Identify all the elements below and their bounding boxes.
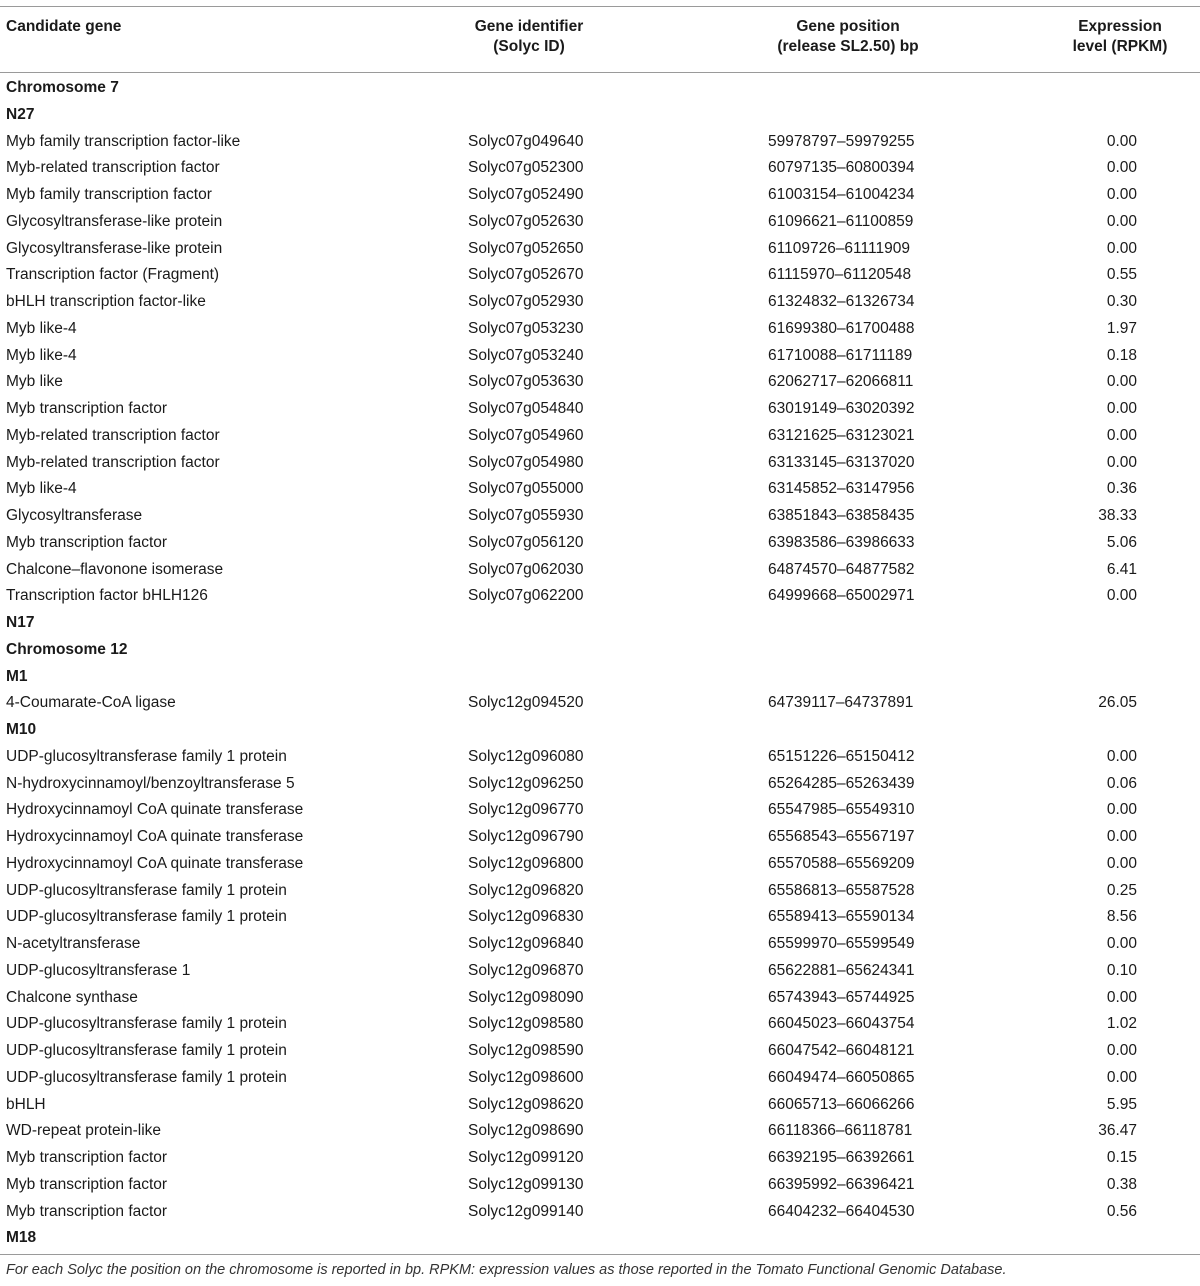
- section-row: [0, 75, 1200, 102]
- gene-identifier-cell: Solyc12g099120: [468, 1149, 584, 1166]
- gene-position-cell: 66065713–66066266: [768, 1095, 915, 1113]
- expression-level-cell: 0.00: [1106, 132, 1137, 150]
- table-footnote: For each Solyc the position on the chromosome is reported in bp. RPKM: expression values as those reported in the Tomato Functional Genomic Database.: [6, 1262, 1007, 1278]
- expression-level-cell: 0.00: [1106, 373, 1137, 391]
- gene-position-cell: 61096621–61100859: [768, 212, 914, 230]
- expression-level-cell: 0.00: [1106, 988, 1137, 1006]
- gene-position-cell: 60797135–60800394: [768, 159, 915, 177]
- expression-level-cell: 0.00: [1106, 426, 1137, 444]
- section-label: M10: [6, 721, 37, 738]
- expression-level-cell: 0.00: [1106, 186, 1137, 203]
- expression-level-cell: 0.00: [1106, 854, 1137, 872]
- gene-position-cell: 65570588–65569209: [768, 854, 915, 872]
- gene-position-cell: 66049474–66050865: [768, 1068, 915, 1086]
- header-expression-line2: level (RPKM): [1072, 38, 1168, 55]
- gene-identifier-cell: Solyc12g098620: [468, 1095, 584, 1113]
- gene-position-cell: 66395992–66396421: [768, 1175, 915, 1193]
- expression-level-cell: 6.41: [1106, 560, 1137, 578]
- gene-identifier-cell: Solyc07g053230: [468, 319, 584, 337]
- section-row: [0, 610, 1200, 637]
- table-row: [0, 503, 1200, 530]
- gene-position-cell: 61710088–61711189: [768, 346, 913, 364]
- expression-level-cell: 0.00: [1106, 801, 1137, 819]
- expression-level-cell: 0.00: [1106, 239, 1137, 257]
- expression-level-cell: 0.00: [1106, 587, 1137, 605]
- candidate-gene-cell: Myb-related transcription factor: [6, 159, 220, 177]
- gene-position-cell: 63983586–63986633: [768, 533, 915, 551]
- candidate-gene-cell: Myb like-4: [6, 319, 77, 337]
- candidate-gene-cell: N-acetyltransferase: [6, 935, 141, 952]
- section-label: M1: [6, 667, 28, 685]
- table-bottom-rule: [0, 1254, 1200, 1255]
- table-row: [0, 824, 1200, 851]
- expression-level-cell: 0.00: [1106, 159, 1137, 177]
- table-row: [0, 1118, 1200, 1145]
- header-gene-position-line1: Gene position: [796, 18, 900, 35]
- table-row: [0, 316, 1200, 343]
- candidate-gene-cell: Hydroxycinnamoyl CoA quinate transferase: [6, 801, 304, 819]
- table-row: [0, 797, 1200, 824]
- candidate-gene-cell: UDP-glucosyltransferase family 1 protein: [6, 881, 287, 899]
- gene-position-cell: 66392195–66392661: [768, 1149, 915, 1166]
- expression-level-cell: 0.06: [1106, 774, 1137, 792]
- table-row: [0, 262, 1200, 289]
- gene-position-cell: 65599970–65599549: [768, 935, 915, 952]
- table-row: [0, 1038, 1200, 1065]
- candidate-gene-cell: Transcription factor bHLH126: [6, 587, 208, 605]
- gene-position-cell: 66045023–66043754: [768, 1015, 915, 1033]
- expression-level-cell: 0.36: [1106, 480, 1137, 498]
- gene-position-cell: 66404232–66404530: [768, 1202, 915, 1220]
- header-candidate-gene-text: Candidate gene: [6, 18, 122, 35]
- table-body: [0, 75, 1200, 1252]
- table-row: [0, 583, 1200, 610]
- candidate-gene-cell: Glycosyltransferase: [6, 507, 143, 524]
- table-row: [0, 904, 1200, 931]
- gene-position-cell: 63121625–63123021: [768, 426, 915, 444]
- section-row: [0, 1225, 1200, 1252]
- candidate-gene-cell: Chalcone synthase: [6, 988, 138, 1006]
- gene-identifier-cell: Solyc12g096800: [468, 854, 584, 872]
- section-label: Chromosome 12: [6, 640, 128, 658]
- gene-identifier-cell: Solyc07g054980: [468, 453, 584, 471]
- expression-level-cell: 5.06: [1106, 533, 1137, 551]
- header-bottom-rule: [0, 72, 1200, 73]
- section-label: N17: [6, 614, 35, 631]
- expression-level-cell: 0.30: [1106, 293, 1137, 310]
- section-label: M18: [6, 1229, 37, 1247]
- candidate-gene-cell: Myb transcription factor: [6, 400, 168, 417]
- gene-position-cell: 64999668–65002971: [768, 587, 915, 605]
- table-row: [0, 450, 1200, 477]
- table-row: [0, 209, 1200, 236]
- expression-level-cell: 0.18: [1106, 346, 1137, 364]
- gene-identifier-cell: Solyc12g096770: [468, 801, 584, 819]
- gene-identifier-cell: Solyc12g096250: [468, 774, 584, 792]
- candidate-gene-cell: bHLH transcription factor-like: [6, 293, 206, 310]
- expression-level-cell: 26.05: [1098, 694, 1137, 712]
- gene-identifier-cell: Solyc12g098690: [468, 1122, 584, 1140]
- expression-level-cell: 0.38: [1106, 1175, 1137, 1193]
- table-row: [0, 236, 1200, 263]
- candidate-gene-cell: bHLH: [6, 1095, 46, 1113]
- gene-identifier-cell: Solyc07g054960: [468, 426, 584, 444]
- gene-identifier-cell: Solyc07g056120: [468, 533, 584, 551]
- gene-position-cell: 59978797–59979255: [768, 132, 915, 150]
- expression-level-cell: 0.56: [1106, 1202, 1137, 1220]
- gene-position-cell: 63133145–63137020: [768, 453, 915, 471]
- header-gene-identifier-line1: Gene identifier: [474, 18, 584, 35]
- section-row: [0, 717, 1200, 744]
- gene-identifier-cell: Solyc07g052650: [468, 239, 584, 257]
- header-gene-identifier: [420, 17, 638, 57]
- table-row: [0, 1145, 1200, 1172]
- gene-identifier-cell: Solyc07g054840: [468, 400, 584, 417]
- section-row: [0, 102, 1200, 129]
- table-row: [0, 369, 1200, 396]
- gene-identifier-cell: Solyc07g055000: [468, 480, 584, 498]
- candidate-gene-cell: Myb like: [6, 373, 63, 391]
- section-row: [0, 637, 1200, 664]
- candidate-gene-cell: WD-repeat protein-like: [6, 1122, 162, 1140]
- table-row: [0, 289, 1200, 316]
- table-row: [0, 771, 1200, 798]
- table-row: [0, 423, 1200, 450]
- gene-identifier-cell: Solyc07g053240: [468, 346, 584, 364]
- expression-level-cell: 0.00: [1106, 747, 1137, 765]
- header-gene-position-line2: (release SL2.50) bp: [777, 38, 919, 55]
- expression-level-cell: 1.02: [1106, 1015, 1137, 1033]
- gene-identifier-cell: Solyc12g099130: [468, 1175, 584, 1193]
- expression-level-cell: 0.00: [1106, 935, 1137, 952]
- gene-position-cell: 62062717–62066811: [768, 373, 914, 391]
- expression-level-cell: 0.00: [1106, 212, 1137, 230]
- expression-level-cell: 0.00: [1106, 828, 1137, 845]
- table-row: [0, 155, 1200, 182]
- gene-identifier-cell: Solyc12g096870: [468, 961, 584, 979]
- table-row: [0, 851, 1200, 878]
- candidate-gene-cell: Glycosyltransferase-like protein: [6, 239, 223, 257]
- gene-identifier-cell: Solyc07g053630: [468, 373, 584, 391]
- candidate-gene-cell: Myb transcription factor: [6, 533, 168, 551]
- table-row: [0, 1172, 1200, 1199]
- expression-level-cell: 0.15: [1106, 1149, 1137, 1166]
- table-row: [0, 690, 1200, 717]
- gene-identifier-cell: Solyc07g052930: [468, 293, 584, 310]
- gene-position-cell: 65568543–65567197: [768, 828, 915, 845]
- candidate-gene-cell: UDP-glucosyltransferase family 1 protein: [6, 1068, 287, 1086]
- gene-identifier-cell: Solyc12g096820: [468, 881, 584, 899]
- gene-position-cell: 64739117–64737891: [768, 694, 914, 712]
- table-top-rule: [0, 6, 1200, 7]
- expression-level-cell: 38.33: [1098, 507, 1137, 524]
- candidate-gene-cell: Glycosyltransferase-like protein: [6, 212, 223, 230]
- candidate-gene-cell: Myb family transcription factor-like: [6, 132, 241, 150]
- gene-position-cell: 66047542–66048121: [768, 1042, 915, 1059]
- gene-identifier-cell: Solyc12g096840: [468, 935, 584, 952]
- table-row: [0, 985, 1200, 1012]
- section-row: [0, 664, 1200, 691]
- expression-level-cell: 8.56: [1106, 908, 1137, 926]
- table-row: [0, 343, 1200, 370]
- gene-position-cell: 61003154–61004234: [768, 186, 915, 203]
- expression-level-cell: 5.95: [1106, 1095, 1137, 1113]
- candidate-gene-cell: Myb transcription factor: [6, 1202, 168, 1220]
- gene-position-cell: 61109726–61111909: [768, 239, 910, 257]
- candidate-gene-cell: Myb transcription factor: [6, 1149, 168, 1166]
- header-gene-position: [736, 17, 960, 57]
- gene-position-cell: 65547985–65549310: [768, 801, 915, 819]
- gene-position-cell: 63145852–63147956: [768, 480, 915, 498]
- section-label: N27: [6, 105, 35, 123]
- gene-position-cell: 65743943–65744925: [768, 988, 915, 1006]
- candidate-gene-cell: Hydroxycinnamoyl CoA quinate transferase: [6, 854, 304, 872]
- gene-position-cell: 61324832–61326734: [768, 293, 915, 310]
- candidate-gene-cell: Myb transcription factor: [6, 1175, 168, 1193]
- gene-position-cell: 65589413–65590134: [768, 908, 915, 926]
- table-row: [0, 1092, 1200, 1119]
- expression-level-cell: 0.00: [1106, 1042, 1137, 1059]
- gene-position-cell: 61699380–61700488: [768, 319, 915, 337]
- gene-identifier-cell: Solyc12g096790: [468, 828, 584, 845]
- gene-position-cell: 63019149–63020392: [768, 400, 915, 417]
- table-row: [0, 396, 1200, 423]
- expression-level-cell: 0.00: [1106, 453, 1137, 471]
- table-row: [0, 1199, 1200, 1226]
- header-gene-identifier-line2: (Solyc ID): [493, 38, 565, 55]
- gene-position-cell: 61115970–61120548: [768, 266, 912, 284]
- gene-position-cell: 64874570–64877582: [768, 560, 915, 578]
- table-row: [0, 958, 1200, 985]
- candidate-gene-cell: Myb like-4: [6, 480, 77, 498]
- candidate-gene-cell: Myb like-4: [6, 346, 77, 364]
- header-expression-level: [1040, 17, 1200, 57]
- gene-position-cell: 65151226–65150412: [768, 747, 915, 765]
- table-row: [0, 557, 1200, 584]
- table-row: [0, 744, 1200, 771]
- gene-identifier-cell: Solyc12g098580: [468, 1015, 584, 1033]
- gene-identifier-cell: Solyc12g096080: [468, 747, 584, 765]
- gene-identifier-cell: Solyc12g094520: [468, 694, 584, 712]
- expression-level-cell: 0.55: [1106, 266, 1137, 284]
- gene-identifier-cell: Solyc07g052670: [468, 266, 584, 284]
- gene-identifier-cell: Solyc07g052300: [468, 159, 584, 177]
- candidate-gene-cell: Myb-related transcription factor: [6, 453, 220, 471]
- candidate-gene-cell: Myb-related transcription factor: [6, 426, 220, 444]
- candidate-gene-cell: Transcription factor (Fragment): [6, 266, 220, 284]
- table-row: [0, 1011, 1200, 1038]
- gene-position-cell: 65264285–65263439: [768, 774, 915, 792]
- expression-level-cell: 36.47: [1098, 1122, 1137, 1140]
- gene-identifier-cell: Solyc12g096830: [468, 908, 584, 926]
- table-row: [0, 476, 1200, 503]
- gene-identifier-cell: Solyc07g049640: [468, 132, 584, 150]
- gene-identifier-cell: Solyc07g062030: [468, 560, 584, 578]
- candidate-gene-cell: Myb family transcription factor: [6, 186, 212, 203]
- header-expression-line1: Expression: [1078, 18, 1162, 35]
- expression-level-cell: 0.00: [1106, 1068, 1137, 1086]
- candidate-gene-cell: UDP-glucosyltransferase family 1 protein: [6, 1042, 287, 1059]
- candidate-gene-cell: UDP-glucosyltransferase family 1 protein: [6, 747, 287, 765]
- expression-level-cell: 0.10: [1106, 961, 1137, 979]
- gene-identifier-cell: Solyc12g098600: [468, 1068, 584, 1086]
- gene-position-cell: 66118366–66118781: [768, 1122, 913, 1140]
- section-label: Chromosome 7: [6, 79, 119, 96]
- gene-identifier-cell: Solyc12g099140: [468, 1202, 584, 1220]
- gene-identifier-cell: Solyc07g062200: [468, 587, 584, 605]
- gene-identifier-cell: Solyc07g052490: [468, 186, 584, 203]
- expression-level-cell: 1.97: [1106, 319, 1137, 337]
- expression-level-cell: 0.00: [1106, 400, 1137, 417]
- gene-position-cell: 65586813–65587528: [768, 881, 915, 899]
- table-row: [0, 182, 1200, 209]
- gene-identifier-cell: Solyc12g098590: [468, 1042, 584, 1059]
- table-row: [0, 530, 1200, 557]
- table-row: [0, 878, 1200, 905]
- table-row: [0, 129, 1200, 156]
- gene-identifier-cell: Solyc07g055930: [468, 507, 584, 524]
- candidate-gene-cell: UDP-glucosyltransferase family 1 protein: [6, 1015, 287, 1033]
- candidate-gene-cell: N-hydroxycinnamoyl/benzoyltransferase 5: [6, 774, 295, 792]
- candidate-gene-cell: UDP-glucosyltransferase 1: [6, 961, 191, 979]
- table-row: [0, 1065, 1200, 1092]
- candidate-gene-cell: UDP-glucosyltransferase family 1 protein: [6, 908, 287, 926]
- gene-identifier-cell: Solyc12g098090: [468, 988, 584, 1006]
- gene-position-cell: 65622881–65624341: [768, 961, 915, 979]
- header-candidate-gene: [6, 17, 121, 37]
- gene-identifier-cell: Solyc07g052630: [468, 212, 584, 230]
- candidate-gene-cell: Chalcone–flavonone isomerase: [6, 560, 224, 578]
- candidate-gene-cell: Hydroxycinnamoyl CoA quinate transferase: [6, 828, 304, 845]
- candidate-gene-cell: 4-Coumarate-CoA ligase: [6, 694, 176, 712]
- table-header: [0, 14, 1200, 70]
- table-row: [0, 931, 1200, 958]
- gene-position-cell: 63851843–63858435: [768, 507, 915, 524]
- expression-level-cell: 0.25: [1106, 881, 1137, 899]
